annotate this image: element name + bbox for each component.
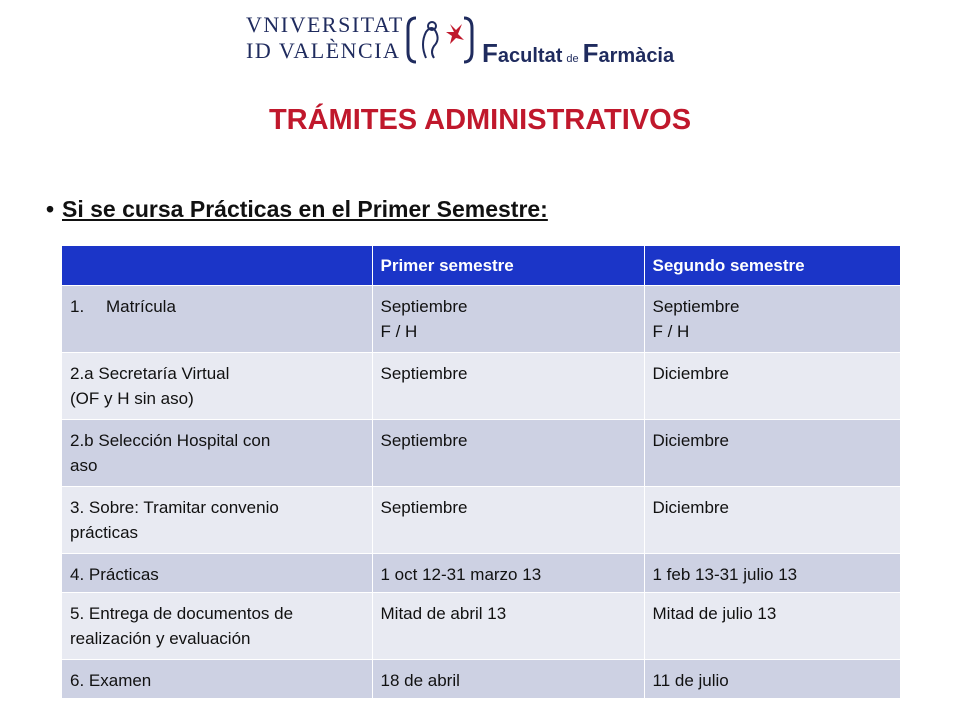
first-semester-cell: 18 de abril xyxy=(372,660,644,699)
second-semester-cell: Diciembre xyxy=(644,353,900,420)
section-heading: Si se cursa Prácticas en el Primer Semestre: xyxy=(62,196,548,222)
section-bullet xyxy=(46,196,548,223)
faculty-name: Facultat de Farmàcia xyxy=(482,38,675,68)
header-primer-semestre: Primer semestre xyxy=(372,246,644,286)
first-semester-cell: 1 oct 12-31 marzo 13 xyxy=(372,554,644,593)
second-semester-cell: 11 de julio xyxy=(644,660,900,699)
page-title: TRÁMITES ADMINISTRATIVOS xyxy=(268,104,692,136)
university-name-line1: VNIVERSITAT xyxy=(246,12,404,37)
second-semester-cell: Diciembre xyxy=(644,487,900,554)
row-label: 6. Examen xyxy=(62,660,372,699)
first-semester-cell: Septiembre F / H xyxy=(372,286,644,353)
bullet-icon: • xyxy=(46,196,55,222)
university-wordmark xyxy=(246,12,406,64)
header-empty xyxy=(62,246,372,286)
table-row xyxy=(62,353,900,420)
header-segundo-semestre: Segundo semestre xyxy=(644,246,900,286)
row-label: 2.b Selección Hospital con aso xyxy=(62,420,372,487)
second-semester-cell: 1 feb 13-31 julio 13 xyxy=(644,554,900,593)
first-semester-cell: Septiembre xyxy=(372,487,644,554)
table-row xyxy=(62,420,900,487)
university-name-line2: ID VALÈNCIA xyxy=(246,38,401,63)
row-label: 4. Prácticas xyxy=(62,554,372,593)
table-row xyxy=(62,593,900,660)
table-row xyxy=(62,286,900,353)
row-label: 2.a Secretaría Virtual (OF y H sin aso) xyxy=(62,353,372,420)
row-label: 1. Matrícula xyxy=(62,286,372,353)
first-semester-cell: Mitad de abril 13 xyxy=(372,593,644,660)
schedule-table xyxy=(62,246,901,698)
university-emblem-icon xyxy=(406,14,474,66)
row-label: 5. Entrega de documentos de realización y evaluación xyxy=(62,593,372,660)
table-row xyxy=(62,660,900,699)
second-semester-cell: Diciembre xyxy=(644,420,900,487)
row-label: 3. Sobre: Tramitar convenio prácticas xyxy=(62,487,372,554)
first-semester-cell: Septiembre xyxy=(372,420,644,487)
table-row xyxy=(62,554,900,593)
table-header-row xyxy=(62,246,900,286)
faculty-logo xyxy=(246,12,716,72)
second-semester-cell: Septiembre F / H xyxy=(644,286,900,353)
table-row xyxy=(62,487,900,554)
second-semester-cell: Mitad de julio 13 xyxy=(644,593,900,660)
first-semester-cell: Septiembre xyxy=(372,353,644,420)
